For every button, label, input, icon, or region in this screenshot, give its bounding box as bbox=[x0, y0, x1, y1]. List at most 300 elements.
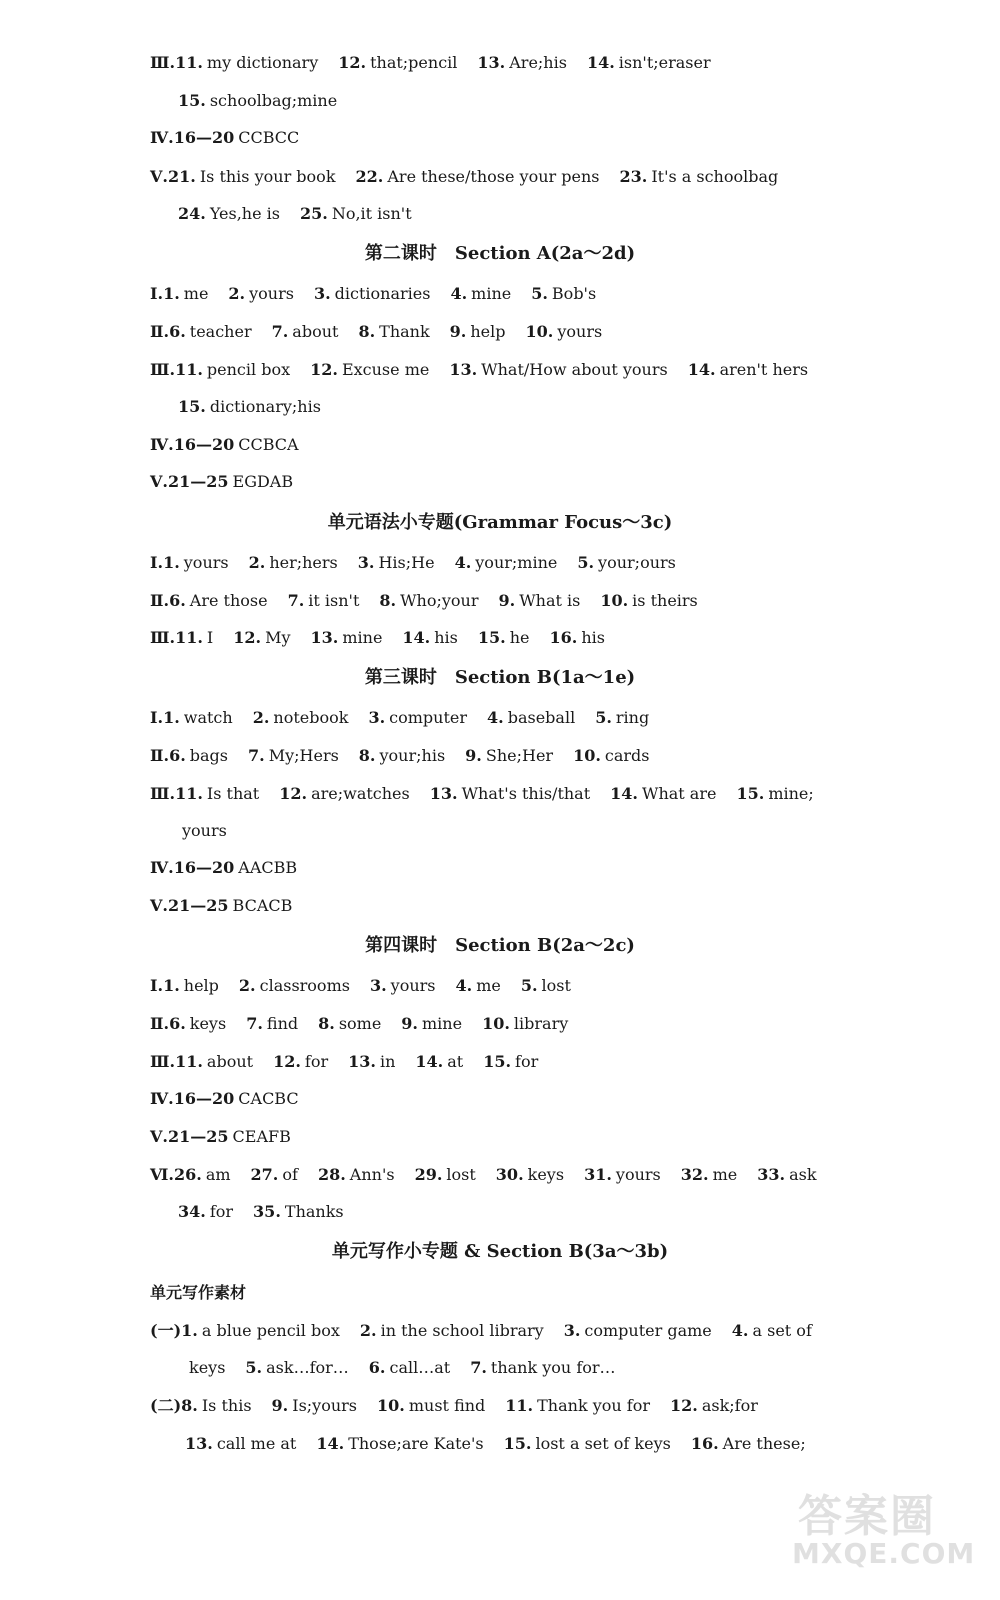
answer-number: 7. bbox=[248, 746, 265, 765]
answer-text: Is that bbox=[206, 784, 260, 803]
answer-text: of bbox=[282, 1165, 298, 1184]
answer-item bbox=[185, 1358, 225, 1377]
answer-text: me bbox=[183, 284, 209, 303]
answer-number: 33. bbox=[757, 1165, 786, 1184]
answer-item bbox=[310, 360, 429, 379]
answer-text: his bbox=[581, 628, 605, 647]
watermark-logo bbox=[792, 1480, 976, 1570]
answer-text: My bbox=[265, 628, 291, 647]
answer-number: 6. bbox=[169, 591, 186, 610]
answer-text: a blue pencil box bbox=[201, 1321, 340, 1340]
answer-number: 9. bbox=[465, 746, 482, 765]
answer-item bbox=[368, 708, 467, 727]
answer-line: Ⅴ.21. Is this your book 22. Are these/those your pens 23. It's a schoolbag bbox=[150, 167, 779, 186]
answer-text: Thank bbox=[379, 322, 430, 341]
answer-item bbox=[253, 1202, 344, 1221]
answer-number: 26. bbox=[173, 1165, 202, 1184]
answer-text: about bbox=[206, 1052, 254, 1071]
answer-number: 30. bbox=[495, 1165, 524, 1184]
answer-text: Is;yours bbox=[292, 1396, 358, 1415]
answer-text: call me at bbox=[216, 1434, 297, 1453]
answer-text: bags bbox=[189, 746, 228, 765]
answer-number: 16. bbox=[549, 628, 578, 647]
answer-number: 11. bbox=[175, 628, 203, 647]
answer-number: 8. bbox=[379, 591, 397, 610]
answer-item bbox=[478, 628, 530, 647]
answer-number: 15. bbox=[503, 1434, 532, 1453]
answer-line: (一)1. a blue pencil box 2. in the school library 3. computer game 4. a set of bbox=[150, 1321, 812, 1340]
answer-text: Bob's bbox=[551, 284, 597, 303]
answer-text: schoolbag;mine bbox=[209, 91, 338, 110]
answer-item bbox=[681, 1165, 737, 1184]
answer-text: dictionaries bbox=[334, 284, 431, 303]
answer-text: Thank you for bbox=[537, 1396, 650, 1415]
answer-number: 8. bbox=[318, 1014, 335, 1033]
answer-number: 13. bbox=[477, 53, 506, 72]
answer-number: 28. bbox=[317, 1165, 346, 1184]
answer-item bbox=[163, 553, 229, 572]
answer-text: Ann's bbox=[349, 1165, 395, 1184]
answer-text: help bbox=[470, 322, 506, 341]
answer-line: Ⅰ.1. yours 2. her;hers 3. His;He 4. your;mine 5. your;ours bbox=[150, 553, 676, 572]
answer-text: that;pencil bbox=[370, 53, 458, 72]
answer-line: Ⅳ.16—20 CCBCC bbox=[150, 128, 300, 147]
answer-item bbox=[175, 360, 290, 379]
answer-number: 3. bbox=[368, 708, 386, 727]
answer-number: 3. bbox=[357, 553, 375, 572]
answer-text: are;watches bbox=[311, 784, 410, 803]
answer-item bbox=[483, 1052, 538, 1071]
answer-item bbox=[181, 1321, 340, 1340]
answer-number: 21. bbox=[167, 167, 196, 186]
answer-text: computer bbox=[389, 708, 468, 727]
answer-number: 14. bbox=[415, 1052, 444, 1071]
answer-text: CCBCC bbox=[238, 128, 300, 147]
answer-item bbox=[175, 784, 259, 803]
answer-item bbox=[470, 1358, 615, 1377]
answer-item bbox=[174, 128, 300, 147]
answer-number: 12. bbox=[670, 1396, 698, 1415]
answer-item bbox=[239, 976, 350, 995]
answer-item bbox=[521, 976, 571, 995]
answer-text: for bbox=[304, 1052, 329, 1071]
answer-line: Ⅴ.21—25 EGDAB bbox=[150, 472, 294, 491]
answer-number: 12. bbox=[273, 1052, 301, 1071]
answer-item bbox=[600, 591, 697, 610]
answer-number: 6. bbox=[169, 322, 186, 341]
answer-text: keys bbox=[189, 1014, 227, 1033]
answer-item bbox=[358, 322, 429, 341]
answer-number: 2. bbox=[248, 553, 266, 572]
answer-text: Those;are Kate's bbox=[348, 1434, 484, 1453]
answer-item bbox=[370, 976, 436, 995]
answer-text: Is this bbox=[201, 1396, 252, 1415]
answer-item bbox=[757, 1165, 816, 1184]
answer-item bbox=[174, 1165, 231, 1184]
answer-number: 25. bbox=[299, 204, 328, 223]
answer-number: 7. bbox=[287, 591, 305, 610]
answer-line: Ⅳ.16—20 AACBB bbox=[150, 858, 298, 877]
answer-text: some bbox=[338, 1014, 382, 1033]
answer-line: Ⅰ.1. me 2. yours 3. dictionaries 4. mine 5. Bob's bbox=[150, 284, 597, 303]
answer-text: Are those bbox=[189, 591, 268, 610]
answer-line bbox=[0, 91, 1000, 111]
answer-number: 15. bbox=[736, 784, 765, 803]
answer-text: am bbox=[205, 1165, 231, 1184]
subsection-title: 单元写作素材 bbox=[150, 1283, 247, 1302]
answer-number: 14. bbox=[402, 628, 431, 647]
answer-text: ask…for… bbox=[266, 1358, 349, 1377]
answer-item bbox=[531, 284, 596, 303]
answer-number: 11. bbox=[175, 784, 203, 803]
answer-number: 5. bbox=[520, 976, 538, 995]
answer-text: her;hers bbox=[269, 553, 338, 572]
section-title: 单元写作小专题 & Section B(3a～3b) bbox=[331, 1241, 669, 1262]
answer-number: 4. bbox=[454, 553, 472, 572]
answer-item bbox=[358, 553, 435, 572]
answer-item bbox=[360, 1321, 544, 1340]
answer-item bbox=[318, 1014, 381, 1033]
answer-text: keys bbox=[189, 1358, 226, 1377]
answer-number: 9. bbox=[498, 591, 516, 610]
answer-text: teacher bbox=[189, 322, 252, 341]
answer-text: keys bbox=[527, 1165, 565, 1184]
answer-text: in bbox=[379, 1052, 396, 1071]
answer-number: 32. bbox=[680, 1165, 709, 1184]
answer-number: 1. bbox=[163, 976, 180, 995]
answer-text: My;Hers bbox=[268, 746, 339, 765]
answer-number: 10. bbox=[482, 1014, 510, 1033]
answer-number: 6. bbox=[169, 746, 186, 765]
answer-item bbox=[415, 1052, 463, 1071]
answer-number: 8. bbox=[181, 1396, 198, 1415]
answer-item bbox=[178, 397, 321, 416]
answer-item bbox=[175, 1052, 253, 1071]
answer-item bbox=[174, 435, 299, 454]
answer-item bbox=[450, 284, 511, 303]
answer-number: 12. bbox=[233, 628, 262, 647]
answer-text: my dictionary bbox=[206, 53, 319, 72]
answer-text: must find bbox=[408, 1396, 486, 1415]
answer-text: yours bbox=[182, 821, 227, 840]
answer-text: mine bbox=[342, 628, 383, 647]
answer-item bbox=[487, 708, 575, 727]
answer-number: 24. bbox=[178, 204, 206, 223]
answer-text: yours bbox=[390, 976, 436, 995]
answer-line: Ⅱ.6. keys 7. find 8. some 9. mine 10. library bbox=[150, 1014, 569, 1033]
answer-number: 15. bbox=[483, 1052, 512, 1071]
answer-item bbox=[498, 591, 580, 610]
answer-text: It's a schoolbag bbox=[651, 167, 779, 186]
answer-item bbox=[691, 1434, 806, 1453]
answer-number: 11. bbox=[505, 1396, 534, 1415]
answer-text: BCACB bbox=[232, 896, 293, 915]
answer-text: ring bbox=[615, 708, 650, 727]
answer-line: Ⅰ.1. help 2. classrooms 3. yours 4. me 5. lost bbox=[150, 976, 571, 995]
answer-text: lost bbox=[446, 1165, 476, 1184]
answer-item bbox=[181, 1396, 251, 1415]
answer-text: me bbox=[476, 976, 501, 995]
answer-text: your;mine bbox=[475, 553, 558, 572]
answer-text: mine; bbox=[768, 784, 814, 803]
answer-number: 14. bbox=[586, 53, 615, 72]
answer-text: Who;your bbox=[400, 591, 479, 610]
answer-line bbox=[0, 204, 1000, 224]
answer-item bbox=[178, 204, 280, 223]
answer-text: Is this your book bbox=[199, 167, 336, 186]
answer-number: 34. bbox=[178, 1202, 206, 1221]
answer-line: Ⅲ.11. I 12. My 13. mine 14. his 15. he 16. his bbox=[150, 628, 605, 647]
answer-item bbox=[732, 1321, 812, 1340]
watermark-cn-text: 答案圈 bbox=[798, 1491, 936, 1542]
answer-item bbox=[245, 1358, 348, 1377]
answer-number: 13. bbox=[429, 784, 458, 803]
answer-number: 2. bbox=[238, 976, 256, 995]
answer-number: 1. bbox=[181, 1321, 198, 1340]
answer-text: What is bbox=[519, 591, 581, 610]
answer-line bbox=[0, 1358, 1000, 1378]
answer-item bbox=[688, 360, 808, 379]
answer-number: 7. bbox=[470, 1358, 487, 1377]
answer-item bbox=[670, 1396, 758, 1415]
answer-text: notebook bbox=[273, 708, 349, 727]
answer-number: 13. bbox=[348, 1052, 376, 1071]
answer-item bbox=[359, 746, 445, 765]
answer-number: 11. bbox=[175, 360, 203, 379]
answer-item bbox=[504, 1434, 671, 1453]
answer-number: 16—20 bbox=[173, 858, 235, 877]
answer-text: help bbox=[183, 976, 219, 995]
answer-text: Excuse me bbox=[341, 360, 430, 379]
answer-text: Thanks bbox=[284, 1202, 344, 1221]
answer-item bbox=[169, 591, 268, 610]
answer-line: Ⅲ.11. my dictionary 12. that;pencil 13. Are;his 14. isn't;eraser bbox=[150, 53, 711, 72]
answer-item bbox=[577, 553, 676, 572]
answer-text: mine bbox=[471, 284, 512, 303]
answer-number: 7. bbox=[246, 1014, 263, 1033]
answer-text: thank you for… bbox=[490, 1358, 616, 1377]
answer-text: CEAFB bbox=[232, 1127, 291, 1146]
answer-number: 5. bbox=[577, 553, 595, 572]
answer-item bbox=[456, 976, 501, 995]
answer-item bbox=[185, 1434, 296, 1453]
answer-text: No,it isn't bbox=[331, 204, 412, 223]
answer-number: 13. bbox=[449, 360, 478, 379]
answer-item bbox=[736, 784, 813, 803]
answer-item bbox=[348, 1052, 395, 1071]
answer-text: cards bbox=[604, 746, 650, 765]
answer-number: 5. bbox=[595, 708, 612, 727]
answer-text: me bbox=[712, 1165, 738, 1184]
answer-text: his bbox=[434, 628, 458, 647]
answer-text: your;ours bbox=[598, 553, 676, 572]
answer-item bbox=[272, 322, 339, 341]
answer-number: 13. bbox=[185, 1434, 213, 1453]
answer-line: Ⅲ.11. about 12. for 13. in 14. at 15. for bbox=[150, 1052, 539, 1071]
answer-line: Ⅱ.6. Are those 7. it isn't 8. Who;your 9. What is 10. is theirs bbox=[150, 591, 698, 610]
answer-text: yours bbox=[249, 284, 294, 303]
answer-number: 10. bbox=[377, 1396, 405, 1415]
answer-number: 4. bbox=[731, 1321, 749, 1340]
answer-number: 16—20 bbox=[173, 128, 235, 147]
answer-text: a set of bbox=[752, 1321, 812, 1340]
answer-number: 21—25 bbox=[167, 1127, 229, 1146]
answer-item bbox=[595, 708, 649, 727]
answer-text: watch bbox=[183, 708, 233, 727]
answer-line bbox=[0, 1434, 1000, 1454]
answer-number: 21—25 bbox=[167, 896, 229, 915]
answer-text: EGDAB bbox=[232, 472, 294, 491]
answer-text: What are bbox=[642, 784, 717, 803]
answer-number: 9. bbox=[401, 1014, 418, 1033]
answer-number: 22. bbox=[355, 167, 384, 186]
answer-item bbox=[318, 1165, 395, 1184]
answer-text: Are these; bbox=[722, 1434, 806, 1453]
answer-line: Ⅱ.6. bags 7. My;Hers 8. your;his 9. She;Her 10. cards bbox=[150, 746, 650, 765]
answer-number: 1. bbox=[163, 553, 180, 572]
answer-text: yours bbox=[557, 322, 603, 341]
answer-number: 8. bbox=[358, 746, 376, 765]
answer-text: lost a set of keys bbox=[535, 1434, 671, 1453]
answer-item bbox=[415, 1165, 476, 1184]
answer-text: in the school library bbox=[380, 1321, 544, 1340]
answer-text: Are;his bbox=[509, 53, 567, 72]
answer-text: His;He bbox=[378, 553, 435, 572]
answer-item bbox=[168, 167, 336, 186]
answer-text: AACBB bbox=[238, 858, 298, 877]
answer-number: 2. bbox=[359, 1321, 377, 1340]
answer-item bbox=[169, 1014, 226, 1033]
answer-text: library bbox=[513, 1014, 569, 1033]
answer-item bbox=[550, 628, 605, 647]
answer-number: 4. bbox=[455, 976, 473, 995]
answer-text: ask bbox=[789, 1165, 817, 1184]
answer-item bbox=[311, 628, 383, 647]
answer-item bbox=[168, 1127, 291, 1146]
answer-number: 12. bbox=[310, 360, 338, 379]
answer-number: 10. bbox=[600, 591, 629, 610]
answer-number: 10. bbox=[525, 322, 554, 341]
answer-item bbox=[246, 1014, 298, 1033]
answer-number: 14. bbox=[316, 1434, 345, 1453]
answer-number: 29. bbox=[414, 1165, 443, 1184]
answer-number: 1. bbox=[163, 708, 180, 727]
answer-line: Ⅵ.26. am 27. of 28. Ann's 29. lost 30. keys 31. yours 32. me 33. ask bbox=[150, 1165, 817, 1184]
answer-text: She;Her bbox=[485, 746, 554, 765]
answer-item bbox=[178, 91, 337, 110]
answer-text: call…at bbox=[389, 1358, 451, 1377]
answer-item bbox=[316, 1434, 483, 1453]
answer-item bbox=[450, 322, 506, 341]
answer-text: mine bbox=[422, 1014, 463, 1033]
answer-line bbox=[0, 397, 1000, 417]
answer-text: Are these/those your pens bbox=[387, 167, 600, 186]
answer-text: CACBC bbox=[238, 1089, 299, 1108]
answer-item bbox=[377, 1396, 485, 1415]
answer-text: computer game bbox=[584, 1321, 712, 1340]
section-title: 第三课时 Section B(1a～1e) bbox=[364, 667, 636, 688]
answer-line: Ⅳ.16—20 CCBCA bbox=[150, 435, 299, 454]
answer-item bbox=[178, 821, 227, 840]
answer-item bbox=[455, 553, 558, 572]
answer-number: 13. bbox=[310, 628, 339, 647]
answer-item bbox=[482, 1014, 568, 1033]
answer-item bbox=[228, 284, 294, 303]
answer-item bbox=[300, 204, 412, 223]
answer-text: aren't hers bbox=[719, 360, 809, 379]
answer-text: isn't;eraser bbox=[618, 53, 711, 72]
answer-line: Ⅲ.11. pencil box 12. Excuse me 13. What/How about yours 14. aren't hers bbox=[150, 360, 809, 379]
answer-item bbox=[175, 53, 318, 72]
answer-item bbox=[573, 746, 649, 765]
answer-item bbox=[163, 284, 208, 303]
answer-text: at bbox=[447, 1052, 464, 1071]
answer-number: 1. bbox=[163, 284, 180, 303]
answer-number: 35. bbox=[253, 1202, 281, 1221]
answer-item bbox=[449, 360, 667, 379]
answer-text: classrooms bbox=[259, 976, 350, 995]
answer-number: 6. bbox=[169, 1014, 186, 1033]
answer-item bbox=[477, 53, 567, 72]
section-title: 单元语法小专题(Grammar Focus～3c) bbox=[327, 512, 673, 533]
answer-item bbox=[584, 1165, 661, 1184]
answer-number: 16. bbox=[690, 1434, 719, 1453]
answer-text: lost bbox=[541, 976, 571, 995]
answer-number: 15. bbox=[477, 628, 506, 647]
answer-item bbox=[619, 167, 778, 186]
answer-number: 5. bbox=[531, 284, 548, 303]
answer-item bbox=[178, 1202, 233, 1221]
answer-item bbox=[369, 1358, 450, 1377]
answer-item bbox=[168, 472, 293, 491]
answer-number: 11. bbox=[175, 53, 203, 72]
answer-number: 5. bbox=[245, 1358, 263, 1377]
answer-item bbox=[175, 628, 213, 647]
answer-item bbox=[233, 628, 290, 647]
section-title: 第二课时 Section A(2a～2d) bbox=[364, 243, 636, 264]
answer-item bbox=[163, 708, 233, 727]
answer-item bbox=[430, 784, 590, 803]
answer-text: baseball bbox=[507, 708, 576, 727]
answer-number: 15. bbox=[178, 91, 206, 110]
answer-line: Ⅲ.11. Is that 12. are;watches 13. What's this/that 14. What are 15. mine; bbox=[150, 784, 814, 803]
answer-text: yours bbox=[615, 1165, 661, 1184]
answer-number: 27. bbox=[250, 1165, 279, 1184]
answer-text: it isn't bbox=[308, 591, 360, 610]
answer-line: (二)8. Is this 9. Is;yours 10. must find 11. Thank you for 12. ask;for bbox=[150, 1396, 758, 1415]
answer-number: 2. bbox=[228, 284, 246, 303]
answer-item bbox=[338, 53, 457, 72]
answer-item bbox=[465, 746, 553, 765]
answer-line: Ⅴ.21—25 CEAFB bbox=[150, 1127, 291, 1146]
answer-number: 4. bbox=[487, 708, 504, 727]
answer-number: 4. bbox=[450, 284, 468, 303]
answer-item bbox=[379, 591, 478, 610]
answer-number: 6. bbox=[368, 1358, 386, 1377]
answer-item bbox=[251, 1165, 298, 1184]
answer-text: is theirs bbox=[632, 591, 698, 610]
answer-text: I bbox=[206, 628, 214, 647]
answer-item bbox=[587, 53, 711, 72]
answer-text: Yes,he is bbox=[209, 204, 280, 223]
answer-text: he bbox=[509, 628, 530, 647]
answer-line: Ⅳ.16—20 CACBC bbox=[150, 1089, 299, 1108]
answer-item bbox=[356, 167, 600, 186]
answer-number: 12. bbox=[338, 53, 367, 72]
answer-item bbox=[253, 708, 349, 727]
answer-number: 9. bbox=[271, 1396, 289, 1415]
answer-item bbox=[174, 1089, 299, 1108]
